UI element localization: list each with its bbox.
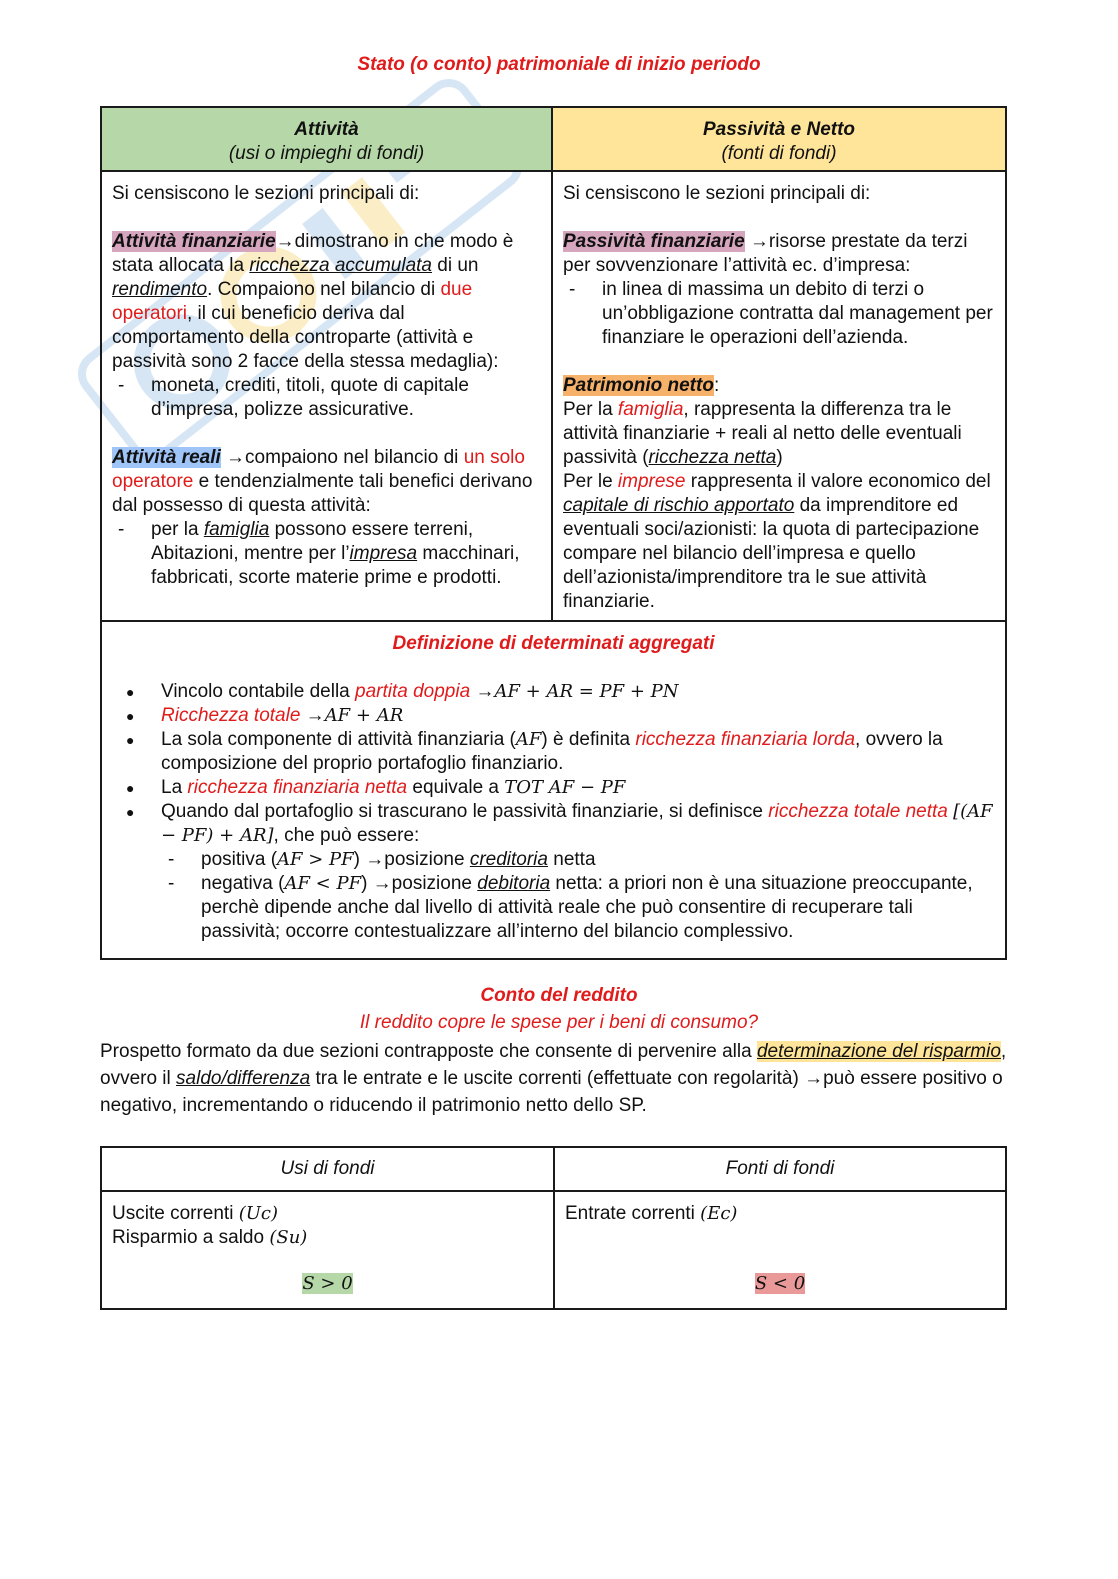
intro-text: Si censiscono le sezioni principali di: [563,183,871,204]
def-title: Definizione di determinati aggregati [392,633,715,654]
ar-label: Attività reali [112,447,221,468]
pn-label: Patrimonio netto [563,375,714,396]
cell-usi [101,1191,554,1309]
page-title: Stato (o conto) patrimoniale di inizio periodo [357,54,761,75]
saldo-differenza: saldo/differenza [176,1068,311,1089]
def-sub-positiva: - positiva (AF > PF) →posizione creditoria netta [112,848,995,872]
af-ricchezza: ricchezza accumulata [249,255,433,276]
af-paragraph: Attività finanziarie→dimostrano in che modo è stata allocata la ricchezza accumulata di un rendimento. Compaiono nel bilancio di due operatori, il cui beneficio deriva dal comportamento della controparte (attività e passività sono 2 facce della stessa medaglia): [112,231,514,372]
risparmio-saldo: Risparmio a saldo (Su) [112,1227,308,1248]
header-fonti: Fonti di fondi [554,1147,1006,1191]
conto-reddito-table [100,1146,1007,1310]
pn-famiglia: famiglia [617,399,684,420]
stato-patrimoniale-table [100,106,1007,960]
pf-paragraph: Passività finanziarie →risorse prestate da terzi per sovvenzionare l’attività ec. d’impresa: [563,231,968,276]
af-bullet: - moneta, crediti, titoli, quote di capitale d’impresa, polizze assicurative. [112,374,541,422]
pn-imprese: imprese [617,471,686,492]
pf-label: Passività finanziarie [563,231,745,252]
header-attivita [101,107,552,171]
ar-solo-operatore: un solo operatore [112,447,525,492]
ar-paragraph: Attività reali →compaiono nel bilancio di un solo operatore e tendenzialmente tali benefici derivano dal possesso di questa attività: [112,447,533,516]
cell-attivita [101,171,552,621]
def-bullet-1: ● Vincolo contabile della partita doppia →AF + AR = PF + PN [112,680,995,704]
af-due-operatori: due operatori [112,279,473,324]
ar-impresa: impresa [349,543,418,564]
cell-definizioni [101,621,1006,959]
pn-imprese-paragraph: Per le imprese rappresenta il valore economico del capitale di rischio apportato da imprenditore ed eventuali soci/azionisti: la quota di partecipazione compare nel bilancio dell’impresa e quello dell’azionista/imprenditore tra le sue attività finanziarie. [563,471,991,612]
ar-bullet: - per la famiglia possono essere terreni, Abitazioni, mentre per l’impresa macchinari, fabbricati, scorte materie prime e prodotti. [112,518,541,590]
reddito-title: Conto del reddito [480,985,638,1006]
pn-famiglia-paragraph: Per la famiglia, rappresenta la differenza tra le attività finanziarie + reali al netto delle eventuali passività (ricchezza netta) [563,399,962,468]
header-attivita-title: Attività [294,119,359,140]
uscite-correnti: Uscite correnti (Uc) [112,1203,278,1224]
header-passivita-subtitle: (fonti di fondi) [721,143,837,164]
header-attivita-subtitle: (usi o impieghi di fondi) [228,143,425,164]
reddito-paragraph: Prospetto formato da due sezioni contrapposte che consente di pervenire alla determinazione del risparmio, ovvero il saldo/differenza tra le entrate e le uscite correnti (effettuate con regolarità) →può essere positivo o negativo, incrementando o riducendo il patrimonio netto dello SP. [100,1041,1007,1116]
determinazione-risparmio: determinazione del risparmio [756,1041,1001,1062]
ar-famiglia: famiglia [203,519,270,540]
def-sub-negativa: - negativa (AF < PF) →posizione debitoria netta: a priori non è una situazione preoccupante, perchè dipende anche dal livello di attività reale che può consentire di recuperare tali passività; occorre contestualizzare all’interno del bilancio complessivo. [112,872,995,944]
af-rendimento: rendimento [112,279,208,300]
header-passivita-title: Passività e Netto [702,119,856,140]
def-bullet-5: ● Quando dal portafoglio si trascurano le passività finanziarie, si definisce ricchezza totale netta [(AF − PF) + AR], che può essere: [112,800,995,848]
pn-ricchezza-netta: ricchezza netta [648,447,777,468]
pf-bullet: - in linea di massima un debito di terzi o un’obbligazione contratta dal management per finanziare le operazioni dell’azienda. [563,278,995,350]
af-label: Attività finanziarie [112,231,276,252]
def-bullet-4: ● La ricchezza finanziaria netta equivale a TOT AF − PF [112,776,995,800]
cell-passivita [552,171,1006,621]
def-bullet-3: ● La sola componente di attività finanziaria (AF) è definita ricchezza finanziaria lorda, ovvero la composizione del proprio portafoglio finanziario. [112,728,995,776]
s-negative-badge: S < 0 [754,1273,806,1294]
entrate-correnti: Entrate correnti (Ec) [565,1203,738,1224]
pn-capitale: capitale di rischio apportato [563,495,795,516]
reddito-subtitle: Il reddito copre le spese per i beni di consumo? [359,1012,759,1033]
header-passivita [552,107,1006,171]
header-usi: Usi di fondi [101,1147,554,1191]
cell-fonti [554,1191,1006,1309]
pn-heading: Patrimonio netto: [563,375,720,396]
s-positive-badge: S > 0 [302,1273,353,1294]
intro-text: Si censiscono le sezioni principali di: [112,183,420,204]
def-bullet-2: ● Ricchezza totale →AF + AR [112,704,995,728]
